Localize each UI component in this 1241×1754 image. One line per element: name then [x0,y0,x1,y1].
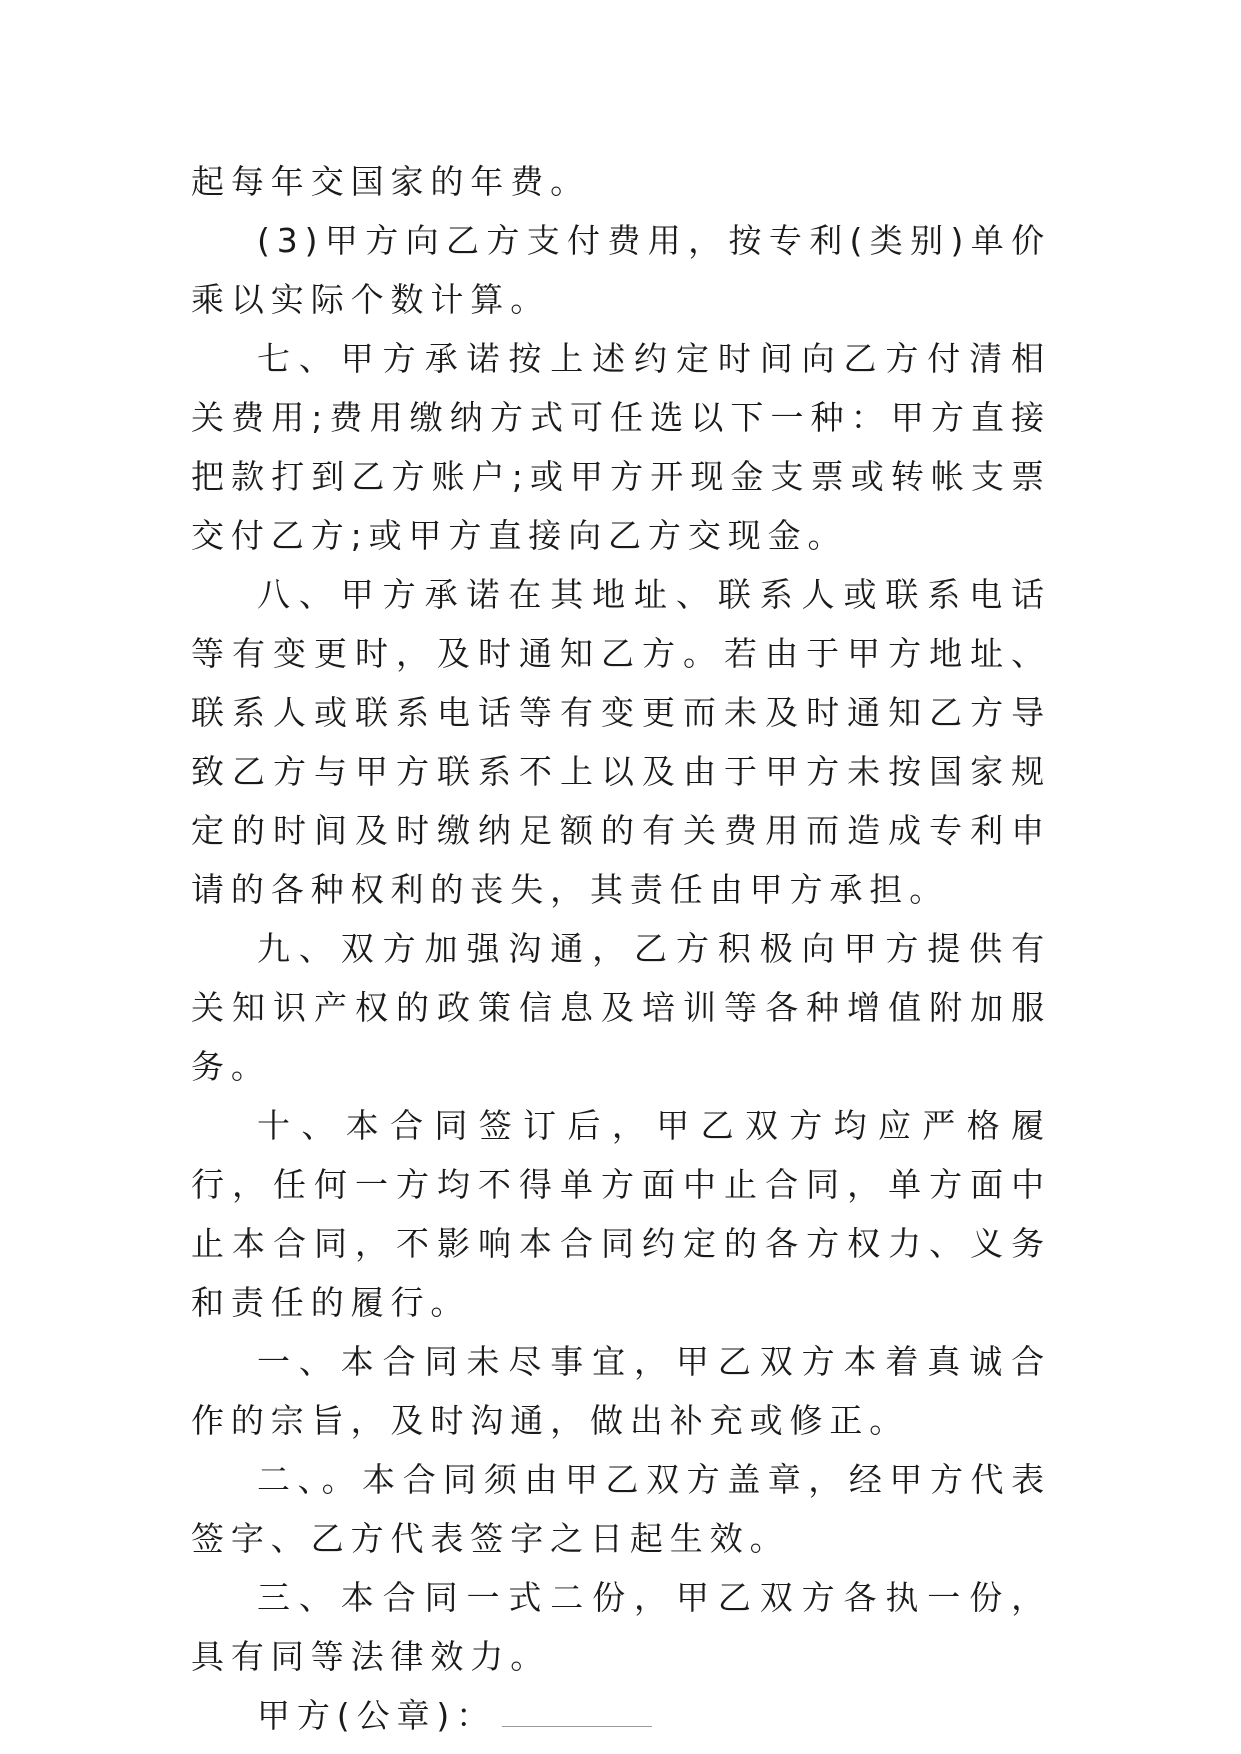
signature-line-party-a [191,1686,1051,1745]
signature-blank[interactable] [502,1704,652,1727]
document-body [191,152,1051,1745]
paragraph-clause-7: 七、甲方承诺按上述约定时间向乙方付清相关费用;费用缴纳方式可任选以下一种：甲方直接把款打到乙方账户;或甲方开现金支票或转帐支票交付乙方;或甲方直接向乙方交现金。 [191,339,1051,555]
paragraph-supplement-3: 三、本合同一式二份，甲乙双方各执一份，具有同等法律效力。 [191,1578,1051,1676]
paragraph-clause-10: 十、本合同签订后，甲乙双方均应严格履行，任何一方均不得单方面中止合同，单方面中止本合同，不影响本合同约定的各方权力、义务和责任的履行。 [191,1106,1051,1322]
paragraph-supplement-2: 二、。本合同须由甲乙双方盖章，经甲方代表签字、乙方代表签字之日起生效。 [191,1460,1051,1558]
paragraph-clause-8: 八、甲方承诺在其地址、联系人或联系电话等有变更时，及时通知乙方。若由于甲方地址、联系人或联系电话等有变更而未及时通知乙方导致乙方与甲方联系不上以及由于甲方未按国家规定的时间及时缴纳足额的有关费用而造成专利申请的各种权利的丧失，其责任由甲方承担。 [191,575,1051,909]
paragraph-clause-9: 九、双方加强沟通，乙方积极向甲方提供有关知识产权的政策信息及培训等各种增值附加服务。 [191,929,1051,1086]
paragraph-supplement-1: 一、本合同未尽事宜，甲乙双方本着真诚合作的宗旨，及时沟通，做出补充或修正。 [191,1342,1051,1440]
paragraph-payment-method: (3)甲方向乙方支付费用，按专利(类别)单价乘以实际个数计算。 [191,221,1051,319]
signature-label: 甲方(公章)： [257,1696,497,1735]
paragraph-continuation: 起每年交国家的年费。 [191,162,590,201]
